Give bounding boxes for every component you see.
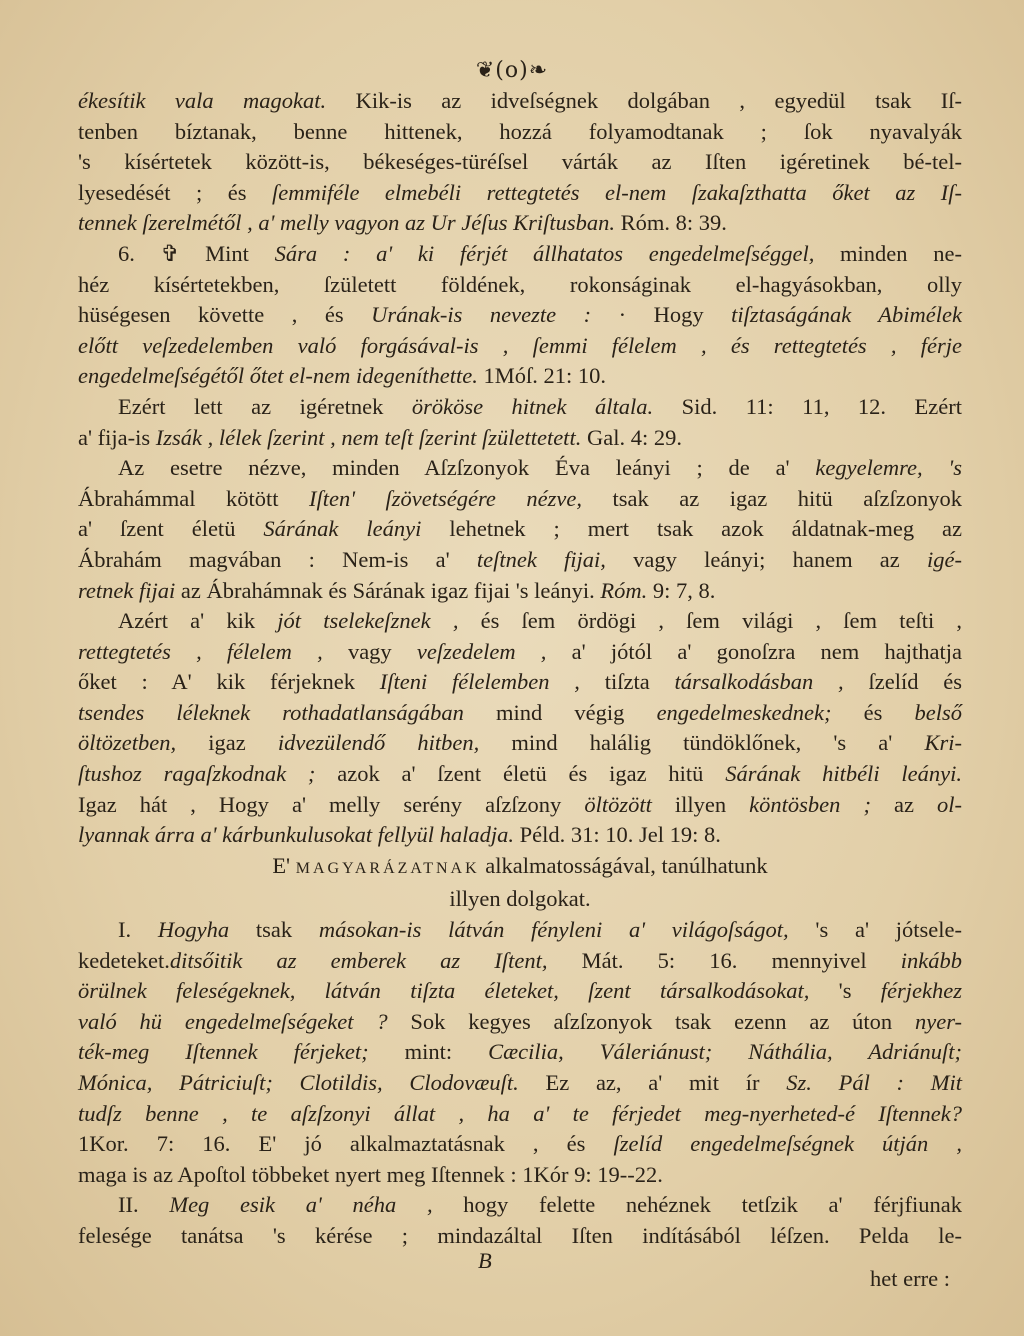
text-line [78,820,962,851]
italic-text: Cæcilia, Váleriánust; Náthália, Adriánuſt; [488,1039,962,1065]
text-line [78,484,962,515]
text-line [78,361,962,392]
italic-text: idvezülendő hitben, [277,730,480,756]
roman-text: azok a' ſzent életü és igaz hitü [315,761,726,787]
italic-text: igé- [927,546,962,572]
text-line [78,790,962,821]
roman-text: lyesedését ; és [78,179,272,205]
roman-text: 1Móſ. 21: 10. [477,363,606,389]
text-line [78,637,962,668]
text-line [78,976,962,1007]
italic-text: Iſten' ſzövetségére nézve, [308,485,583,511]
text-line [78,1160,962,1191]
italic-text: Meg esik a' néha , [169,1192,433,1218]
text-line [78,1099,962,1130]
italic-text: Urának-is nevezte : [371,302,592,328]
roman-text: ſzelíd és [843,669,962,695]
roman-text: 's a' jótsele- [788,917,962,943]
roman-text: hogy felette nehéznek tetſzik a' férjfiunak [432,1192,962,1218]
italic-text: való hü engedelmeſségeket ? [78,1008,388,1034]
roman-text: Sok kegyes aſzſzonyok tsak ezenn az úton [387,1008,915,1034]
roman-text: őket : A' kik férjeknek [78,669,380,695]
italic-text: engedelmeskednek; [656,699,832,725]
roman-text: illyen [651,791,750,817]
roman-text: illyen dolgokat. [449,886,591,912]
roman-text: 's [809,978,881,1004]
italic-text: teſtnek fijai, [476,546,606,572]
page-number: (o) [495,58,529,83]
catchword: het erre : [870,1266,950,1291]
roman-text: vagy leányi; hanem az [605,546,927,572]
italic-text: Sz. Pál : Mit [786,1070,962,1095]
roman-text: az Ábrahámnak és Sárának igaz fijai 's leányi. [175,577,601,603]
roman-text: Kik-is az idveſségnek dolgában , egyedül tsak Iſ- [326,88,963,113]
roman-text: alkalmatosságával, tanúlhatunk [479,852,768,878]
roman-text: vagy [322,638,417,664]
text-line [78,667,962,698]
italic-text: Kri- [924,730,962,756]
roman-text: igaz [176,730,278,756]
italic-text: ték-meg Iſtennek férjeket; [78,1039,369,1065]
italic-text: Róm. [600,577,648,603]
italic-text: köntösben ; [749,791,871,817]
text-line [78,1037,962,1068]
roman-text: 1Kor. 7: 16. [78,1131,231,1157]
roman-text: kedeteket. [78,947,170,973]
roman-text: Gal. 4: 29. [581,424,682,450]
italic-text: tsendes léleknek rothadatlanságában [78,699,464,725]
italic-text: Sára : a' ki férjét állhatatos engedelmeſséggel, [274,240,815,266]
roman-text: hüségesen követte , és [78,302,372,328]
text-line [78,1068,962,1099]
roman-text: tsak [229,917,319,943]
text-line [78,1190,962,1221]
text-line [78,1221,962,1252]
text-line [78,117,962,148]
italic-text: nyer- [914,1008,962,1034]
roman-text: lehetnek ; mert tsak azok áldatnak-meg az [421,516,963,542]
italic-text: társalkodásban , [674,669,844,695]
roman-text: 9: 7, 8. [647,577,716,603]
italic-text: kegyelemre, 's [815,455,962,481]
italic-text: Iſteni félelemben , [379,669,580,695]
italic-text: retnek fijai [78,577,176,603]
roman-text: Péld. 31: 10. Jel 19: 8. [514,822,721,848]
roman-text: 6. ✞ Mint [118,240,275,266]
text-line [78,759,962,790]
italic-text: ékesítik vala magokat. [78,88,327,113]
italic-text: lyannak árra a' kárbunkulusokat fellyül haladja. [78,822,515,848]
roman-text: E' jó alkalmaztatásnak , és [230,1131,614,1157]
roman-text: héz kísértetekben, ſzületett földének, rokonságinak el-hagyásokban, olly [78,271,962,297]
roman-text: mint: [368,1039,489,1065]
text-line [78,423,962,454]
text-line [78,728,962,759]
roman-text: mind végig [463,699,657,725]
italic-text: engedelmeſségétől őtet el-nem idegeníthette. [78,363,478,389]
text-line [78,300,962,331]
roman-text: és ſem ördögi , ſem világi , ſem teſti , [458,608,962,634]
text-line [78,545,962,576]
italic-text: örököse hitnek általa. [411,393,654,419]
italic-text: ditsőitik az emberek az Iſtent, [169,947,548,973]
roman-text: Mát. 5: 16. mennyivel [547,947,901,973]
text-line [78,1129,962,1160]
text-line [78,147,962,178]
roman-text: tiſzta [579,669,675,695]
roman-text: I. [118,917,158,943]
italic-text: öltözetben, [78,730,177,756]
text-line [78,270,962,301]
roman-text: felesége tanátsa 's kérése ; mindazáltal Iſten indításából léſzen. Pelda le- [78,1222,962,1248]
roman-text: · Hogy [591,302,732,328]
italic-text: másokan-is látván fényleni a' világoſságot, [318,917,789,943]
roman-text: Róm. 8: 39. [615,210,727,236]
italic-text: belső [914,699,962,725]
roman-text: Azért a' kik [118,608,278,634]
italic-text: öltözött [584,791,652,817]
roman-text: Ábrahámmal kötött [78,485,309,511]
roman-text: a' fija-is [78,424,156,450]
text-line [78,178,962,209]
text-line [78,915,962,946]
text-line [78,606,962,637]
text-line [78,208,962,239]
roman-text: maga is az Apoſtol többeket nyert meg Iſtennek : 1Kór 9: 19--22. [78,1161,663,1187]
italic-text: ſtushoz ragaſzkodnak ; [78,761,316,787]
italic-text: tiſztaságának Abimélek [731,302,962,328]
roman-text: Az esetre nézve, minden Aſzſzonyok Éva leányi ; de a' [118,455,816,481]
italic-text: rettegtetés , félelem , [78,638,323,664]
text-line [78,851,962,885]
text-line [78,86,962,117]
italic-text: örülnek feleségeknek, látván tiſzta életeket, ſzent társalkodásokat, [78,978,810,1004]
italic-text: tudſz benne , te aſzſzonyi állat , ha a' te férjedet meg-nyerheted-é Iſtennek? [78,1100,962,1126]
text-line [78,239,962,270]
text-line [78,884,962,915]
roman-text: minden ne- [814,240,962,266]
roman-text: az [870,791,937,817]
roman-text: 's kísértetek között-is, békeséges-türéſsel várták az Iſten igéretinek bé-tel- [78,149,962,175]
italic-text: ol- [936,791,962,817]
text-line [78,698,962,729]
text-line [78,946,962,977]
italic-text: Sárának leányi [263,516,422,542]
body-text [78,86,962,1252]
roman-text: Ez az, a' mit ír [518,1070,787,1095]
roman-text: Sid. 11: 11, 12. Ezért [653,393,962,419]
italic-text: tennek ſzerelmétől , a' melly vagyon az Ur Jéſus Kriſtusban. [78,210,616,236]
fleuron-right-icon: ❧ [528,58,549,83]
italic-text: Hogyha [157,917,230,943]
roman-text: a' ſzent életü [78,516,264,542]
roman-text: E' [272,852,296,878]
text-line [78,392,962,423]
italic-text: ſzelíd engedelmeſségnek útján , [613,1131,962,1157]
page-number-ornament [0,58,1024,83]
signature-mark: B [478,1248,492,1273]
roman-text: Ezért lett az igéretnek [118,393,412,419]
italic-text: jót tselekeſznek , [277,608,459,634]
italic-text: Mónica, Pátriciuſt; Clotildis, Clodovæuſt. [78,1070,519,1095]
fleuron-left-icon: ❦ [475,58,496,83]
italic-text: veſzedelem , [416,638,547,664]
italic-text: Izsák , lélek ſzerint , nem teſt ſzerint ſzülettetett. [155,424,582,450]
italic-text: férjekhez [880,978,963,1004]
text-line [78,453,962,484]
roman-text: Igaz hát , Hogy a' melly serény aſzſzony [78,791,585,817]
text-line [78,331,962,362]
text-line [78,514,962,545]
italic-text: Sárának hitbéli leányi. [725,761,962,787]
roman-text: Ábrahám magvában : Nem-is a' [78,546,477,572]
text-line [78,576,962,607]
roman-text: a' jótól a' gonoſzra nem hajthatja [546,638,962,664]
italic-text: inkább [900,947,962,973]
text-line [78,1007,962,1038]
italic-text: előtt veſzedelemben való forgásával-is , ſemmi félelem , és rettegtetés , férje [78,332,962,358]
roman-text: és [831,699,915,725]
italic-text: ſemmiféle elmebéli rettegtetés el-nem ſzakaſzthatta őket az Iſ- [271,179,962,205]
roman-text: tenben bíztanak, benne hittenek, hozzá folyamodtanak ; ſok nyavalyák [78,118,962,144]
roman-text: II. [118,1192,170,1218]
roman-text: tsak az igaz hitü aſzſzonyok [582,485,962,511]
roman-text: mind halálig tündöklőnek, 's a' [479,730,925,756]
small-caps-text: MAGYARÁZATNAK [295,859,480,877]
